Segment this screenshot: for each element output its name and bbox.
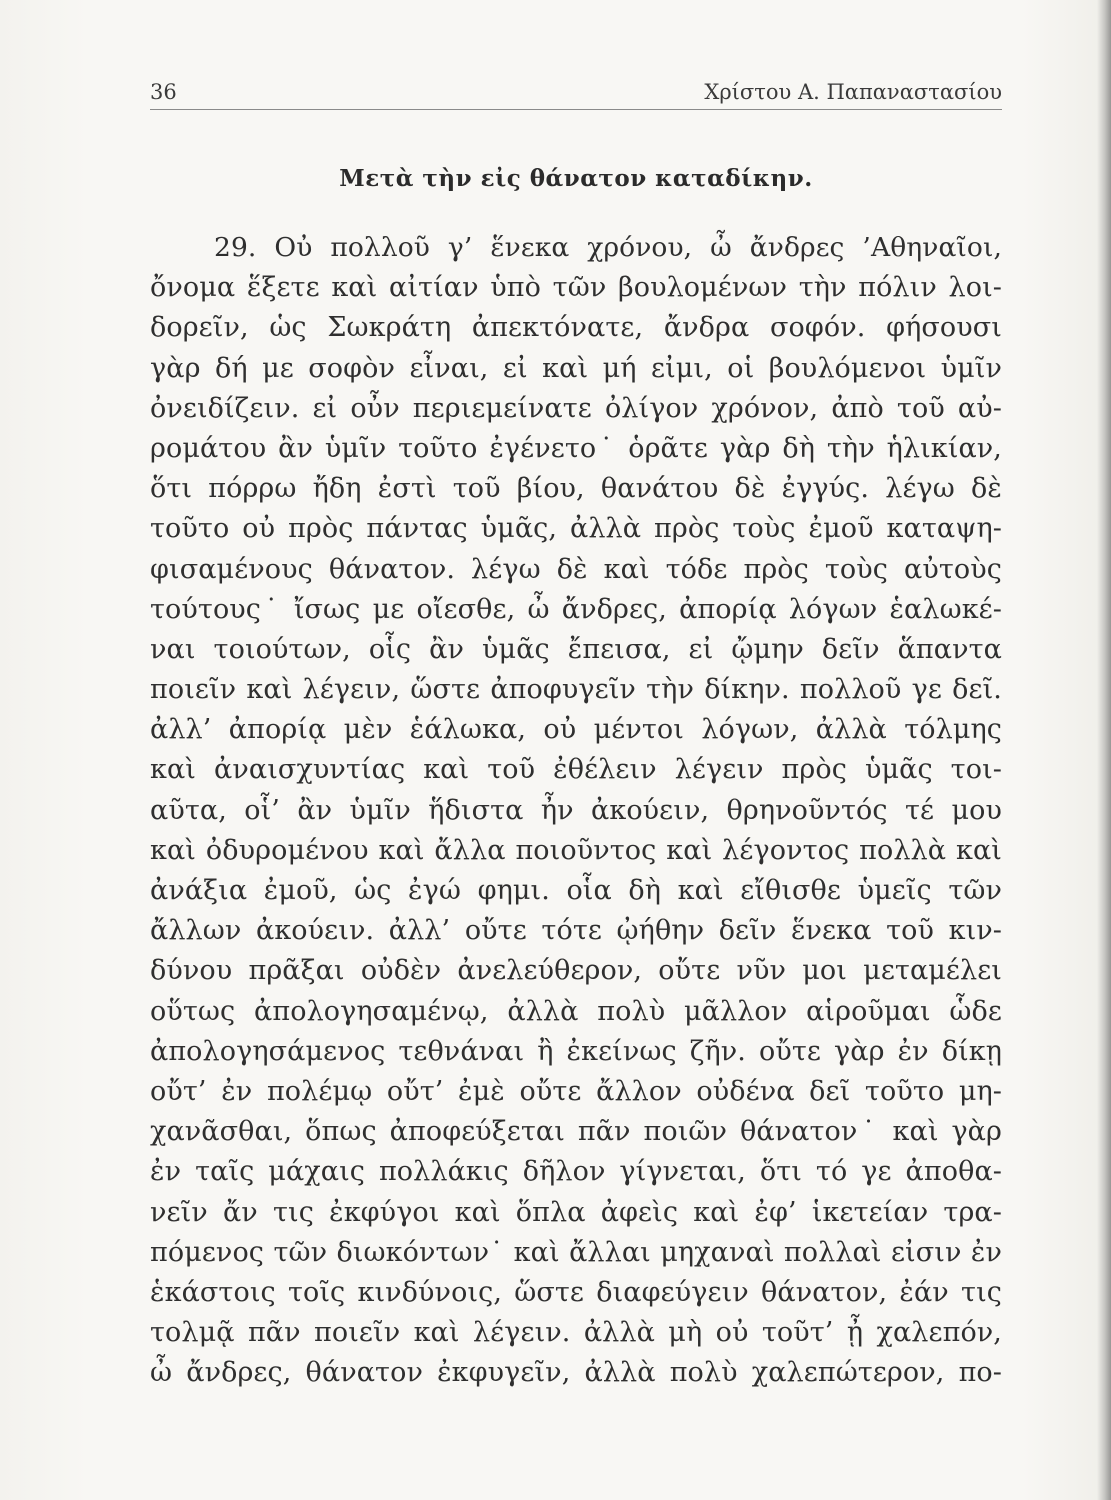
text-line: καὶ ὀδυρομένου καὶ ἄλλα ποιοῦντος καὶ λέγοντος πολλὰ καὶ: [150, 834, 1002, 866]
text-line: ἀνάξια ἐμοῦ, ὡς ἐγώ φημι. οἷα δὴ καὶ εἴθισθε ὑμεῖς τῶν: [150, 875, 1002, 906]
text-line: πόμενος τῶν διωκόντων˙ καὶ ἄλλαι μηχαναὶ πολλαὶ εἰσιν ἐν: [150, 1236, 1002, 1268]
text-line: ναι τοιούτων, οἷς ἂν ὑμᾶς ἔπεισα, εἰ ᾤμην δεῖν ἅπαντα: [150, 633, 1002, 665]
text-line: ἀλλ’ ἀπορίᾳ μὲν ἑάλωκα, οὐ μέντοι λόγων, ἀλλὰ τόλμης: [150, 714, 1002, 746]
text-line: ἀπολογησάμενος τεθνάναι ἢ ἐκείνως ζῆν. οὔτε γὰρ ἐν δίκῃ: [150, 1035, 1002, 1067]
text-line: ὅτι πόρρω ἤδη ἐστὶ τοῦ βίου, θανάτου δὲ ἐγγύς. λέγω δὲ: [150, 473, 1002, 505]
text-line: γὰρ δή με σοφὸν εἶναι, εἰ καὶ μή εἰμι, οἱ βουλόμενοι ὑμῖν: [150, 352, 1002, 384]
text-line: τούτους˙ ἴσως με οἴεσθε, ὦ ἄνδρες, ἀπορίᾳ λόγων ἑαλωκέ-: [150, 593, 1002, 625]
text-line: δορεῖν, ὡς Σωκράτη ἀπεκτόνατε, ἄνδρα σοφόν. φήσουσι: [150, 312, 1002, 344]
text-line: ὄνομα ἕξετε καὶ αἰτίαν ὑπὸ τῶν βουλομένων τὴν πόλιν λοι-: [150, 272, 1002, 304]
text-line: χανᾶσθαι, ὅπως ἀποφεύξεται πᾶν ποιῶν θάνατον˙ καὶ γὰρ: [150, 1116, 1002, 1148]
text-line: τοῦτο οὐ πρὸς πάντας ὑμᾶς, ἀλλὰ πρὸς τοὺς ἐμοῦ καταψη-: [150, 513, 1002, 545]
text-line: τολμᾷ πᾶν ποιεῖν καὶ λέγειν. ἀλλὰ μὴ οὐ τοῦτ’ ᾖ χαλεπόν,: [150, 1317, 1002, 1349]
section-title: Μετὰ τὴν εἰς θάνατον καταδίκην.: [339, 165, 813, 192]
text-line: ἄλλων ἀκούειν. ἀλλ’ οὔτε τότε ᾠήθην δεῖν ἕνεκα τοῦ κιν-: [150, 915, 1002, 947]
text-line: καὶ ἀναισχυντίας καὶ τοῦ ἐθέλειν λέγειν πρὸς ὑμᾶς τοι-: [150, 754, 1002, 786]
page-number: 36: [150, 80, 177, 104]
text-line: φισαμένους θάνατον. λέγω δὲ καὶ τόδε πρὸς τοὺς αὐτοὺς: [150, 553, 1002, 585]
text-line: αῦτα, οἷ’ ἂν ὑμῖν ἥδιστα ἦν ἀκούειν, θρηνοῦντός τέ μου: [150, 794, 1002, 826]
page-edge-shadow: [1097, 0, 1111, 1500]
text-line: ρομάτου ἂν ὑμῖν τοῦτο ἐγένετο˙ ὁρᾶτε γὰρ δὴ τὴν ἡλικίαν,: [150, 432, 1002, 464]
running-title: Χρίστου Α. Παπαναστασίου: [704, 80, 1002, 104]
text-line: οὕτως ἀπολογησαμένῳ, ἀλλὰ πολὺ μᾶλλον αἱροῦμαι ὧδε: [150, 995, 1002, 1027]
page-header: [150, 72, 1002, 112]
text-line: ποιεῖν καὶ λέγειν, ὥστε ἀποφυγεῖν τὴν δίκην. πολλοῦ γε δεῖ.: [150, 674, 1002, 706]
header-rule: [150, 109, 1002, 110]
text-line: νεῖν ἄν τις ἐκφύγοι καὶ ὅπλα ἀφεὶς καὶ ἐφ’ ἱκετείαν τρα-: [150, 1196, 1002, 1228]
text-line: ἑκάστοις τοῖς κινδύνοις, ὥστε διαφεύγειν θάνατον, ἐάν τις: [150, 1276, 1002, 1308]
text-line: ὦ ἄνδρες, θάνατον ἐκφυγεῖν, ἀλλὰ πολὺ χαλεπώτερον, πο-: [150, 1357, 1002, 1389]
text-line: δύνου πρᾶξαι οὐδὲν ἀνελεύθερον, οὔτε νῦν μοι μεταμέλει: [150, 955, 1002, 987]
text-line: ἐν ταῖς μάχαις πολλάκις δῆλον γίγνεται, ὅτι τό γε ἀποθα-: [150, 1156, 1002, 1188]
text-line: οὔτ’ ἐν πολέμῳ οὔτ’ ἐμὲ οὔτε ἄλλον οὐδένα δεῖ τοῦτο μη-: [150, 1075, 1002, 1107]
text-line: ὀνειδίζειν. εἰ οὖν περιεμείνατε ὀλίγον χρόνον, ἀπὸ τοῦ αὐ-: [150, 392, 1002, 424]
text-line: 29. Οὐ πολλοῦ γ’ ἕνεκα χρόνου, ὦ ἄνδρες ’Αθηναῖοι,: [214, 232, 1002, 263]
body-text: [150, 228, 1002, 1393]
